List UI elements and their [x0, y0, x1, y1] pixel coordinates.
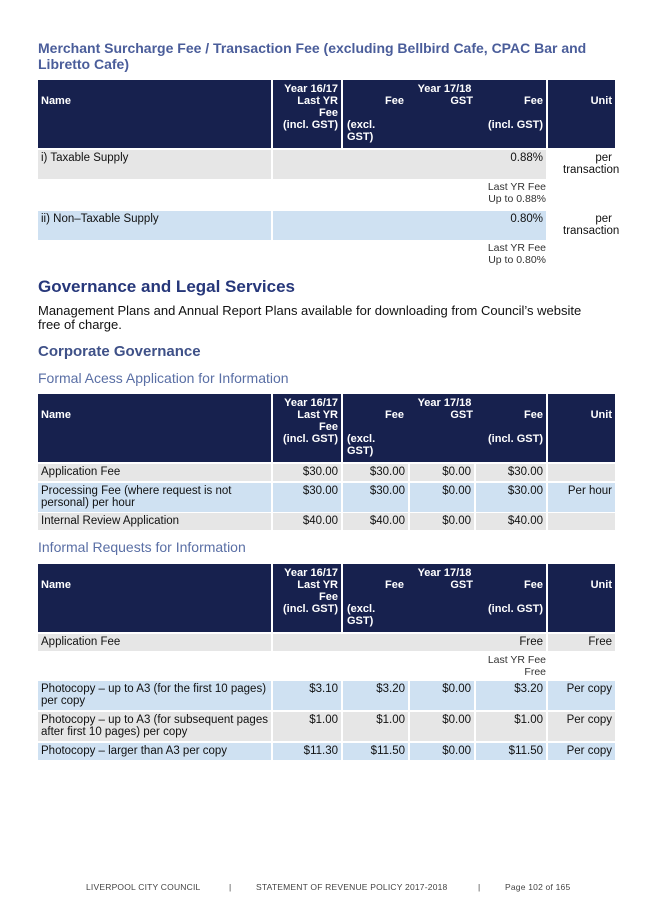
row-fee-incl: $3.20: [476, 681, 546, 710]
header-unit: Unit: [590, 409, 612, 421]
header-gst: GST: [450, 579, 473, 591]
table-row: [38, 513, 615, 530]
row-name: Application Fee: [38, 634, 271, 651]
row-unit: Per copy: [548, 743, 615, 760]
table-row: [38, 464, 615, 481]
note-label: Last YR Fee: [487, 181, 546, 193]
row-gst: $0.00: [410, 483, 474, 512]
row-fee: $3.20: [343, 681, 408, 710]
row-prev: $3.10: [273, 681, 341, 710]
row-unit: per transaction: [548, 211, 615, 240]
row-prev: $30.00: [273, 464, 341, 481]
header-name: Name: [41, 409, 71, 421]
row-unit: per transaction: [548, 150, 615, 179]
header-name: Name: [41, 95, 71, 107]
section-title-governance: Governance and Legal Services: [38, 277, 296, 296]
row-value: 0.80%: [273, 211, 546, 240]
header-prev-incl: (incl. GST): [283, 119, 338, 131]
row-prev: $1.00: [273, 712, 341, 741]
row-name: i) Taxable Supply: [38, 150, 271, 179]
table-row: [38, 681, 615, 710]
header-prev-incl: (incl. GST): [283, 433, 338, 445]
footer-separator: |: [478, 882, 481, 892]
header-fee-incl: Fee: [524, 95, 543, 107]
header-cur-year: Year 17/18: [417, 397, 472, 409]
row-gst: $0.00: [410, 464, 474, 481]
note-value: Up to 0.88%: [488, 193, 546, 205]
formal-access-table: [38, 394, 615, 530]
table-row: [38, 712, 615, 741]
subsection-title-formal: Formal Acess Application for Information: [38, 370, 289, 386]
row-fee-incl: $40.00: [476, 513, 546, 530]
informal-requests-table: [38, 564, 615, 760]
header-cur-year: Year 17/18: [417, 83, 472, 95]
header-incl: (incl. GST): [488, 119, 543, 131]
row-name: Photocopy – up to A3 (for subsequent pages after first 10 pages) per copy: [38, 712, 271, 741]
header-name: Name: [41, 579, 71, 591]
footer-page-number: Page 102 of 165: [505, 882, 571, 892]
row-name: Internal Review Application: [38, 513, 271, 530]
note-label: Last YR Fee: [487, 654, 546, 666]
footer-separator: |: [229, 882, 232, 892]
row-gst: $0.00: [410, 681, 474, 710]
header-prev-year: Year 16/17: [284, 83, 338, 95]
merchant-fee-table: [38, 80, 620, 272]
subsection-title-informal: Informal Requests for Information: [38, 539, 246, 555]
header-fee: Fee: [385, 409, 404, 421]
row-prev: $40.00: [273, 513, 341, 530]
header-prev-year: Year 16/17: [284, 567, 338, 579]
note-value: Up to 0.80%: [488, 254, 546, 266]
row-gst: $0.00: [410, 743, 474, 760]
header-unit: Unit: [590, 579, 612, 591]
table-row: [38, 483, 615, 512]
subsection-title-corporate: Corporate Governance: [38, 343, 201, 360]
table-row: [38, 743, 615, 760]
last-year-note: [38, 240, 615, 272]
row-gst: $0.00: [410, 513, 474, 530]
table-row: [38, 211, 620, 240]
header-fee: Fee: [385, 579, 404, 591]
header-unit: Unit: [590, 95, 612, 107]
table-row: [38, 150, 620, 179]
row-fee: $30.00: [343, 483, 408, 512]
last-year-note: [38, 179, 615, 211]
header-incl: (incl. GST): [488, 603, 543, 615]
row-unit: Per hour: [548, 483, 615, 512]
row-unit: [548, 513, 615, 530]
header-prev-incl: (incl. GST): [283, 603, 338, 615]
note-label: Last YR Fee: [487, 242, 546, 254]
note-value: Free: [524, 666, 546, 678]
row-fee-incl: $11.50: [476, 743, 546, 760]
header-excl: (excl. GST): [347, 433, 376, 457]
header-prev-fee: Last YR Fee: [297, 95, 338, 119]
row-fee: $30.00: [343, 464, 408, 481]
header-cur-year: Year 17/18: [417, 567, 472, 579]
governance-intro: Management Plans and Annual Report Plans available for downloading from Council’s website free of charge.: [38, 303, 582, 332]
row-fee: $40.00: [343, 513, 408, 530]
row-unit: [548, 464, 615, 481]
row-name: Photocopy – larger than A3 per copy: [38, 743, 271, 760]
header-prev-fee: Last YR Fee: [297, 579, 338, 603]
row-fee: $11.50: [343, 743, 408, 760]
row-fee: $1.00: [343, 712, 408, 741]
header-fee-incl: Fee: [524, 409, 543, 421]
row-prev: $30.00: [273, 483, 341, 512]
row-name: ii) Non–Taxable Supply: [38, 211, 271, 240]
section-title-merchant: Merchant Surcharge Fee / Transaction Fee (excluding Bellbird Cafe, CPAC Bar and Libretto Cafe): [38, 40, 587, 72]
last-year-note: [38, 651, 615, 681]
row-unit: Per copy: [548, 712, 615, 741]
header-excl: (excl. GST): [347, 119, 376, 143]
table-header: [38, 564, 615, 632]
row-fee-incl: $30.00: [476, 483, 546, 512]
header-excl: (excl. GST): [347, 603, 376, 627]
row-fee-incl: $1.00: [476, 712, 546, 741]
header-prev-year: Year 16/17: [284, 397, 338, 409]
table-header: [38, 80, 615, 148]
row-name: Processing Fee (where request is not personal) per hour: [38, 483, 271, 512]
row-value: 0.88%: [273, 150, 546, 179]
row-gst: $0.00: [410, 712, 474, 741]
header-fee-incl: Fee: [524, 579, 543, 591]
table-row: [38, 634, 615, 651]
header-prev-fee: Last YR Fee: [297, 409, 338, 433]
footer-org: LIVERPOOL CITY COUNCIL: [86, 882, 201, 892]
row-fee-incl: $30.00: [476, 464, 546, 481]
footer-doc-title: STATEMENT OF REVENUE POLICY 2017-2018: [256, 882, 448, 892]
row-unit: Per copy: [548, 681, 615, 710]
row-unit: Free: [548, 634, 615, 651]
header-gst: GST: [450, 409, 473, 421]
row-value: Free: [273, 634, 546, 651]
header-gst: GST: [450, 95, 473, 107]
row-prev: $11.30: [273, 743, 341, 760]
row-name: Application Fee: [38, 464, 271, 481]
row-name: Photocopy – up to A3 (for the first 10 pages) per copy: [38, 681, 271, 710]
header-incl: (incl. GST): [488, 433, 543, 445]
table-header: [38, 394, 615, 462]
header-fee: Fee: [385, 95, 404, 107]
